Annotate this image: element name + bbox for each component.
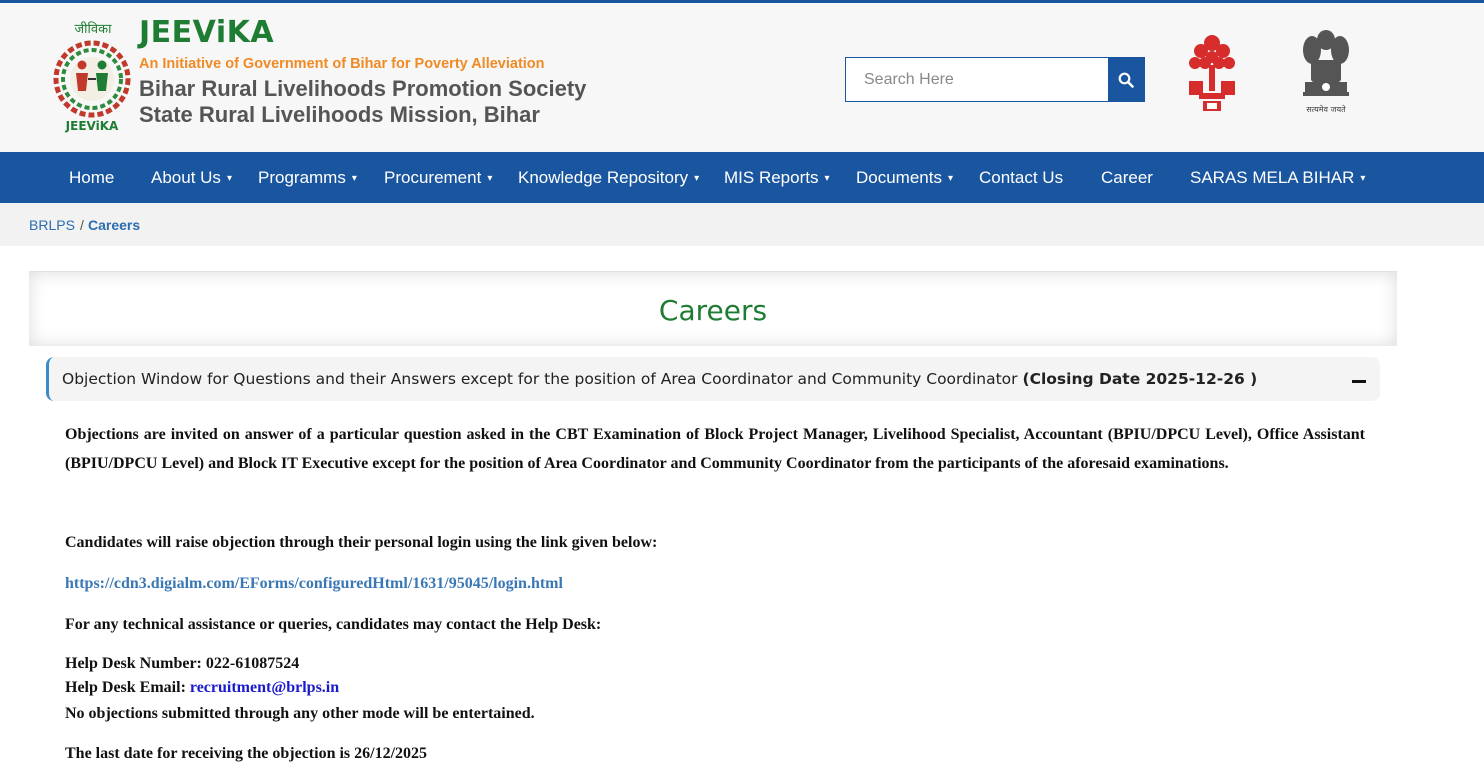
brand-tagline: An Initiative of Government of Bihar for Poverty Alleviation	[139, 56, 545, 72]
helpdesk-email-link[interactable]: recruitment@brlps.in	[189, 679, 340, 696]
accordion-header[interactable]	[46, 357, 1380, 401]
national-emblem	[1297, 26, 1355, 118]
emblem-motto: सत्यमेव जयते	[1306, 105, 1346, 114]
jeevika-logo[interactable]	[52, 19, 134, 135]
accordion-title: Objection Window for Questions and their Answers except for the position of Area Coordinator and Community Coordinator	[62, 370, 1018, 388]
nav-label: Home	[69, 168, 115, 187]
search-input[interactable]	[846, 58, 1109, 101]
nav-contact-us[interactable]	[979, 152, 1063, 203]
brand-title: JEEViKA	[139, 15, 275, 50]
page-title: Careers	[658, 294, 768, 327]
breadcrumb-separator: /	[80, 217, 84, 233]
breadcrumb-current: Careers	[88, 217, 141, 233]
nav-home[interactable]	[69, 152, 114, 203]
accordion-title-row	[62, 370, 1257, 388]
collapse-icon[interactable]	[1352, 380, 1366, 383]
nav-label: Career	[1101, 168, 1153, 187]
nav-procurement[interactable]	[384, 152, 492, 203]
nav-mis-reports[interactable]	[724, 152, 830, 203]
chevron-down-icon: ▾	[694, 173, 700, 184]
nav-label: MIS Reports	[724, 168, 819, 187]
page-title-banner	[29, 271, 1397, 346]
nav-knowledge-repository[interactable]	[518, 152, 699, 203]
chevron-down-icon: ▾	[1360, 173, 1366, 184]
search-icon	[1118, 72, 1134, 88]
nav-saras-mela-bihar[interactable]	[1190, 152, 1365, 203]
mode-note: No objections submitted through any other mode will be entertained.	[65, 705, 535, 722]
instruction-text: Candidates will raise objection through their personal login using the link given below:	[65, 534, 658, 551]
helpdesk-number: Help Desk Number: 022-61087524	[65, 655, 300, 672]
search-button[interactable]	[1108, 58, 1144, 101]
bihar-govt-emblem	[1185, 29, 1239, 115]
nav-label: Procurement	[384, 168, 482, 187]
nav-label: Documents	[856, 168, 942, 187]
chevron-down-icon: ▾	[947, 173, 954, 184]
nav-label: Knowledge Repository	[518, 168, 689, 187]
helpdesk-email-label: Help Desk Email:	[65, 679, 190, 696]
chevron-down-icon: ▾	[351, 173, 357, 184]
breadcrumb-home-link[interactable]: BRLPS	[29, 217, 75, 233]
nav-label: About Us	[151, 168, 221, 187]
objection-login-link[interactable]: https://cdn3.digialm.com/EForms/configuredHtml/1631/95045/login.html	[65, 575, 563, 592]
breadcrumb	[0, 203, 1484, 246]
last-date-note: The last date for receiving the objection is 26/12/2025	[65, 745, 428, 762]
closing-date: (Closing Date 2025-12-26 )	[1022, 370, 1258, 388]
search-box	[845, 57, 1145, 102]
nav-label: Programms	[258, 168, 346, 187]
nav-career[interactable]	[1101, 152, 1153, 203]
helpdesk-email-row	[65, 679, 339, 697]
nav-label: SARAS MELA BIHAR	[1190, 168, 1355, 187]
chevron-down-icon: ▾	[487, 173, 493, 184]
mission-name: State Rural Livelihoods Mission, Bihar	[139, 102, 540, 127]
nav-label: Contact Us	[979, 168, 1064, 187]
intro-paragraph: Objections are invited on answer of a particular question asked in the CBT Examination of Block Project Manager, Livelihood Specialist, Accountant (BPIU/DPCU Level), Office Assistant (BPIU/DPCU Level) and Block IT Executive except for the position of Area Coordinator and Community Coordinator from the participants of the aforesaid examinations.	[65, 426, 1365, 472]
nav-about-us[interactable]	[151, 152, 232, 203]
chevron-down-icon: ▾	[824, 173, 830, 184]
nav-programms[interactable]	[258, 152, 357, 203]
org-name: Bihar Rural Livelihoods Promotion Society	[139, 76, 587, 101]
site-header	[0, 3, 1484, 152]
helpdesk-intro: For any technical assistance or queries, candidates may contact the Help Desk:	[65, 616, 602, 633]
logo-caption-hindi: जीविका	[74, 22, 112, 37]
main-navbar	[0, 152, 1484, 203]
chevron-down-icon: ▾	[226, 173, 232, 184]
nav-documents[interactable]	[856, 152, 953, 203]
logo-caption-english: JEEViKA	[65, 119, 119, 133]
